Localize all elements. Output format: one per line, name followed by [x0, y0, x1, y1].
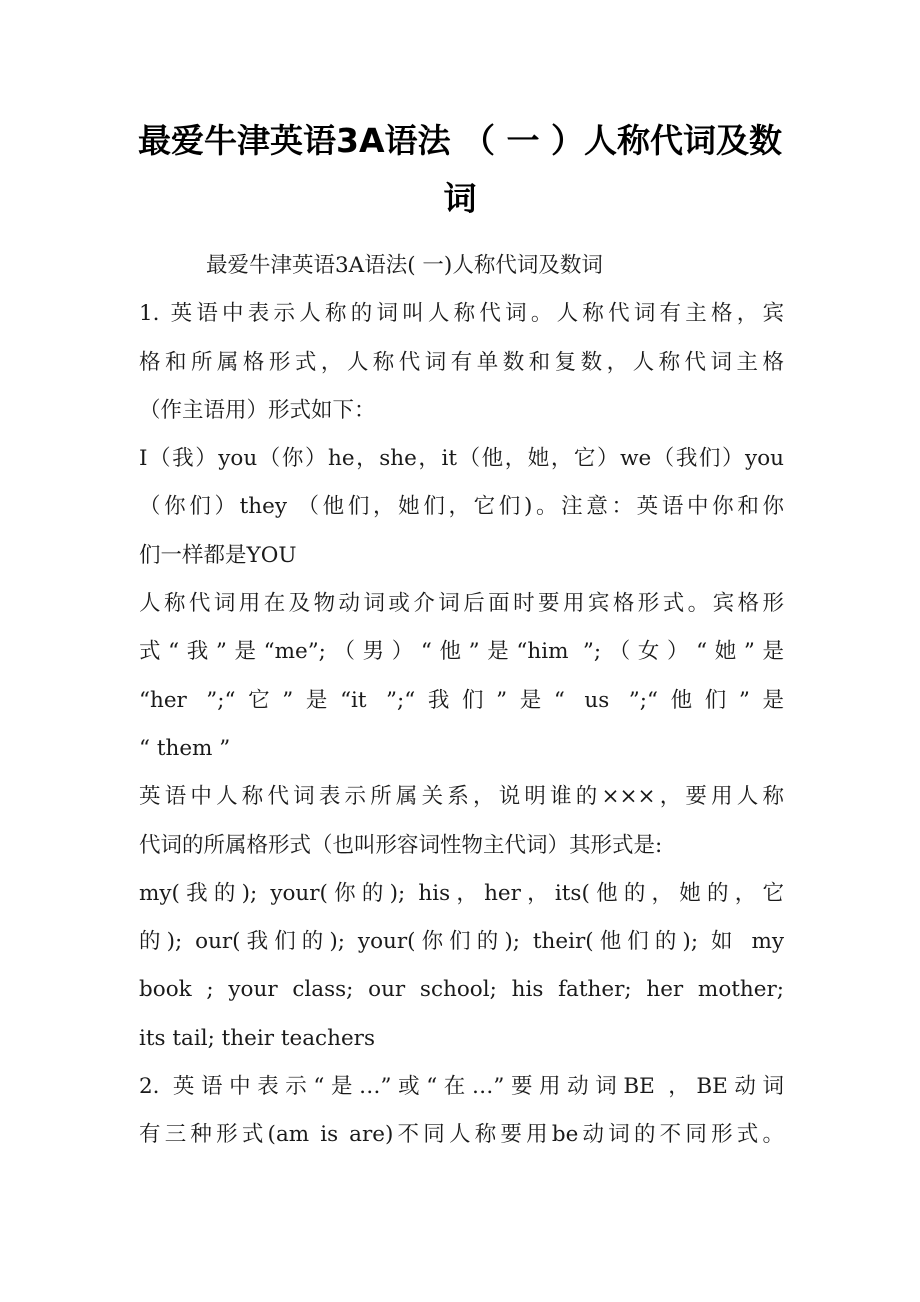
paragraph-subject-pronouns — [139, 435, 784, 580]
paragraph-line: 式“我”是“me”;（男）“他”是“him ”;（女）“她”是 — [139, 639, 784, 665]
paragraph-line: （你们）they （他们，她们，它们)。注意：英语中你和你 — [139, 494, 784, 520]
paragraph-line: my(我的); your(你的); his，her，its(他的，她的，它 — [139, 880, 784, 906]
paragraph-personal-pronouns-intro — [139, 290, 784, 435]
paragraph-line: “her ”;“它”是“it ”;“我们”是“ us ”;“他们”是 — [139, 687, 784, 713]
paragraph-line: 格和所属格形式，人称代词有单数和复数，人称代词主格 — [139, 349, 784, 375]
title-line-2: 词 — [443, 179, 477, 218]
paragraph-line: 代词的所属格形式（也叫形容词性物主代词）其形式是: — [139, 832, 663, 858]
title-line-1: 最爱牛津英语3A语法 （ 一 ）人称代词及数 — [138, 121, 782, 160]
document-subtitle: 最爱牛津英语3A语法( 一)人称代词及数词 — [206, 253, 603, 278]
paragraph-line: 英语中人称代词表示所属关系，说明谁的×××，要用人称 — [139, 784, 784, 810]
paragraph-line: 们一样都是YOU — [139, 542, 297, 568]
paragraph-line: I（我）you（你）he，she，it（他，她，它）we（我们）you — [139, 446, 784, 472]
document-body — [139, 242, 784, 1160]
paragraph-line: 2. 英语中表示“是…”或“在…”要用动词BE ，BE动词 — [139, 1074, 784, 1100]
paragraph-line: （作主语用）形式如下： — [139, 397, 376, 423]
paragraph-line: 有三种形式(am is are)不同人称要用be动词的不同形式。 — [139, 1122, 784, 1148]
paragraph-line: “ them ” — [139, 735, 231, 761]
paragraph-possessive-pronouns — [139, 773, 784, 1063]
document-title — [130, 112, 790, 228]
paragraph-object-pronouns — [139, 580, 784, 773]
paragraph-line: book ; your class; our school; his father; her mother; — [139, 977, 784, 1003]
paragraph-line: its tail; their teachers — [139, 1025, 375, 1051]
paragraph-line: 人称代词用在及物动词或介词后面时要用宾格形式。宾格形 — [139, 591, 784, 617]
paragraph-be-verb — [139, 1063, 784, 1160]
paragraph-line: 的); our(我们的); your(你们的); their(他们的); 如 my — [139, 929, 784, 955]
paragraph-line: 1. 英语中表示人称的词叫人称代词。人称代词有主格，宾 — [139, 301, 784, 327]
